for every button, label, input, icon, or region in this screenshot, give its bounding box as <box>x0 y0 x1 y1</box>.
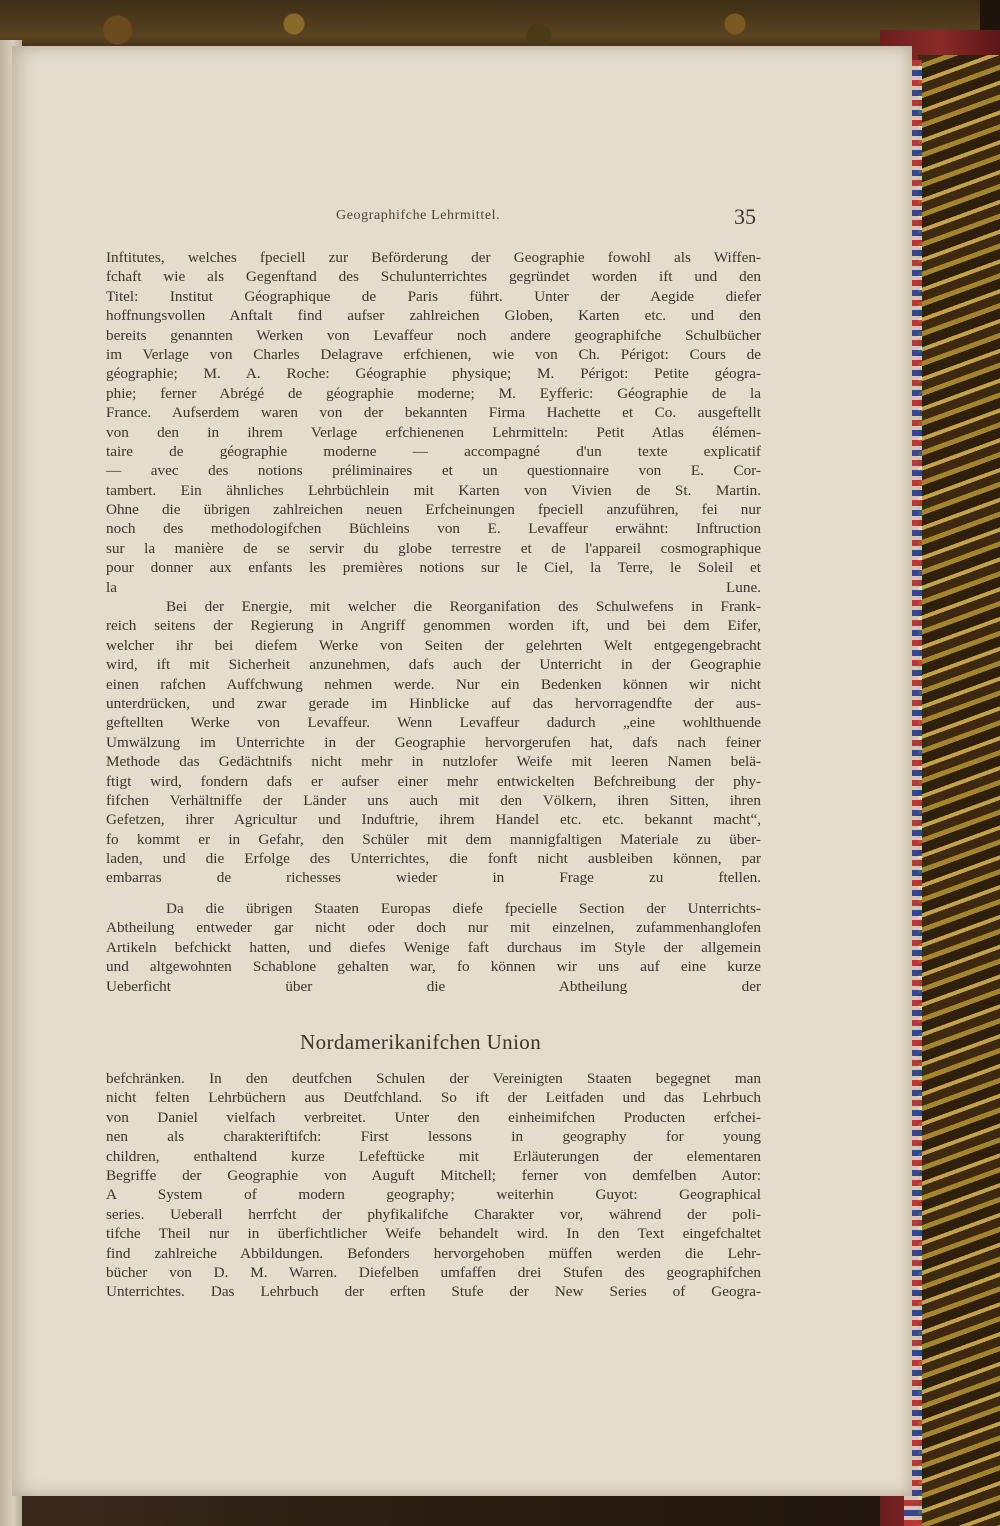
section-heading: Nordamerikanifchen Union <box>300 1030 542 1054</box>
text-line: befchränken. In den deutfchen Schulen der Vereinigten Staaten begegnet man <box>106 1070 761 1087</box>
text-line: Methode das Gedächtnifs nicht mehr in nutzlofer Weife mit leeren Namen belä- <box>106 753 761 771</box>
text-line: Gefetzen, ihrer Agricultur und Induftrie, ihrem Handel etc. etc. bekannt macht“, <box>106 811 761 829</box>
text-line: welcher ihr bei diefem Werke von Seiten der gelehrten Welt entgegengebracht <box>106 636 761 654</box>
paragraph-1 <box>106 248 761 597</box>
text-line: find zahlreiche Abbildungen. Befonders hervorgehoben müffen werden die Lehr- <box>106 1244 761 1262</box>
text-line: von Daniel vielfach verbreitet. Unter den einheimifchen Producten erfchei- <box>106 1108 761 1126</box>
text-line: hoffnungsvollen Anftalt find aufser zahlreichen Globen, Karten etc. und den <box>106 307 761 325</box>
text-line: embarras de richesses wieder in Frage zu ftellen. <box>106 869 761 887</box>
text-line: phie; ferner Abrégé de géographie moderne; M. Eyfferic: Géographie de la <box>106 384 761 402</box>
text-line: taire de géographie moderne — accompagné d'un texte explicatif <box>106 442 761 460</box>
marbled-cover-edge <box>918 55 1000 1526</box>
text-line: und altgewohnten Schablone gehalten war, fo können wir uns auf eine kurze <box>106 958 761 976</box>
text-line: Umwälzung im Unterrichte in der Geographie hervorgerufen hat, dafs nach feiner <box>106 733 761 751</box>
text-line: sur la manière de se servir du globe terrestre et de l'appareil cosmographique <box>106 539 761 557</box>
page-number: 35 <box>734 204 756 229</box>
text-line: nen als charakteriftifch: First lessons in geography for young <box>106 1128 761 1146</box>
text-line: series. Ueberall herrfcht der phyfikalifche Charakter vor, während der poli- <box>106 1205 761 1223</box>
text-line: laden, und die Erfolge des Unterrichtes, die fonft nicht ausbleiben können, par <box>106 850 761 868</box>
paragraph-3 <box>106 899 761 996</box>
text-line: unterdrücken, und zwar gerade im Hinblicke auf das hervorragendfte der aus- <box>106 694 761 712</box>
text-line: tambert. Ein ähnliches Lehrbüchlein mit Karten von Vivien de St. Martin. <box>106 481 761 499</box>
paragraph-4 <box>106 1069 761 1302</box>
text-line: géographie; M. A. Roche: Géographie physique; M. Périgot: Petite géogra- <box>106 365 761 383</box>
text-line: fo kommt er in Gefahr, den Schüler mit dem mannigfaltigen Materiale zu über- <box>106 830 761 848</box>
paragraph-2 <box>106 597 761 888</box>
text-line: einen rafchen Auffchwung nehmen werde. Nur ein Bedenken können wir nicht <box>106 675 761 693</box>
text-line: Artikeln befchickt hatten, und diefes Wenige faft durchaus im Style der allgemein <box>106 938 761 956</box>
text-line: Ueberficht über die Abtheilung der <box>106 977 761 995</box>
text-line: France. Aufserdem waren von der bekannten Firma Hachette et Co. ausgeftellt <box>106 404 761 422</box>
text-line: Unterrichtes. Das Lehrbuch der erften Stufe der New Series of Geogra- <box>106 1283 761 1301</box>
text-line: Da die übrigen Staaten Europas diefe fpecielle Section der Unterrichts- <box>166 900 761 917</box>
text-line: geftellten Werke von Levaffeur. Wenn Levaffeur dadurch „eine wohlthuende <box>106 714 761 732</box>
text-line: fifchen Verhältniffe der Länder uns auch mit den Völkern, ihren Sitten, ihren <box>106 791 761 809</box>
text-line: la Lune. <box>106 578 761 596</box>
text-line: Abtheilung entweder gar nicht oder doch nur mit einzelnen, zufammenhanglofen <box>106 919 761 937</box>
text-line: bücher von D. M. Warren. Diefelben umfaffen drei Stufen des geographifchen <box>106 1263 761 1281</box>
text-line: Ohne die übrigen zahlreichen neuen Erfcheinungen fpeciell anzuführen, fei nur <box>106 501 761 519</box>
text-line: tifche Theil nur in überfichtlicher Weife behandelt wird. In den Text eingefchaltet <box>106 1225 761 1243</box>
text-line: Inftitutes, welches fpeciell zur Beförderung der Geographie fowohl als Wiffen- <box>106 249 761 266</box>
text-line: Begriffe der Geographie von Auguft Mitchell; ferner von demfelben Autor: <box>106 1166 761 1184</box>
text-line: Bei der Energie, mit welcher die Reorganifation des Schulwefens in Frank- <box>166 598 761 615</box>
text-line: fchaft wie als Gegenftand des Schulunterrichtes gegründet worden ift und den <box>106 268 761 286</box>
text-line: ftigt wird, fondern dafs er aufser einer mehr entwickelten Befchreibung der phy- <box>106 772 761 790</box>
text-line: von den in ihrem Verlage erfchienenen Lehrmitteln: Petit Atlas élémen- <box>106 423 761 441</box>
text-line: pour donner aux enfants les premières notions sur le Ciel, la Terre, le Soleil et <box>106 559 761 577</box>
text-line: A System of modern geography; weiterhin Guyot: Geographical <box>106 1186 761 1204</box>
text-line: bereits genannten Werken von Levaffeur noch andere geographifche Schulbücher <box>106 326 761 344</box>
text-line: noch des methodologifchen Büchleins von E. Levaffeur erwähnt: Inftruction <box>106 520 761 538</box>
running-head: Geographifche Lehrmittel. <box>336 208 501 223</box>
text-line: Titel: Institut Géographique de Paris führt. Unter der Aegide diefer <box>106 287 761 305</box>
text-line: reich seitens der Regierung in Angriff genommen worden ift, und bei dem Eifer, <box>106 617 761 635</box>
text-line: wird, ift mit Sicherheit anzunehmen, dafs auch der Unterricht in der Geographie <box>106 656 761 674</box>
text-line: — avec des notions préliminaires et un questionnaire von E. Cor- <box>106 462 761 480</box>
text-line: nicht felten Lehrbüchern aus Deutfchland. So ift der Leitfaden und das Lehrbuch <box>106 1089 761 1107</box>
text-line: im Verlage von Charles Delagrave erfchienen, wie von Ch. Périgot: Cours de <box>106 345 761 363</box>
text-line: children, enthaltend kurze Lefeftücke mit Erläuterungen der elementaren <box>106 1147 761 1165</box>
